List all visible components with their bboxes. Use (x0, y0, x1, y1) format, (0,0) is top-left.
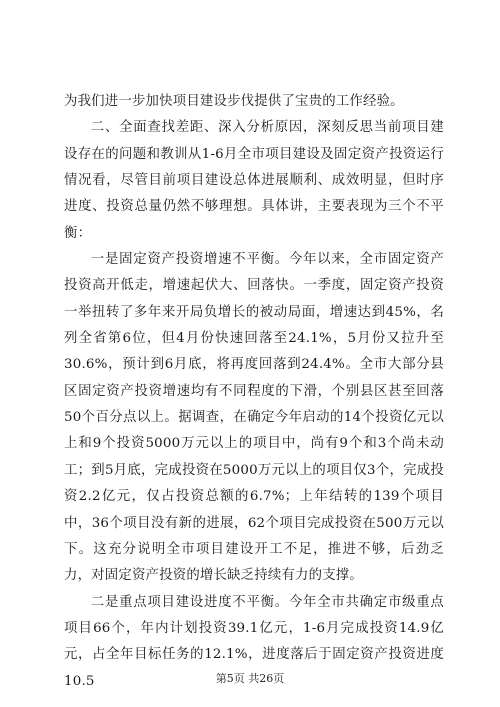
page-number-footer: 第5页 共26页 (215, 672, 285, 685)
paragraph-investment-growth: 一是固定资产投资增速不平衡。今年以来，全市固定资产投资高开低走，增速起伏大、回落快。一季度，固定资产投资一举扭转了多年来开局负增长的被动局面，增速达到45%，名列全省第6位，但4月份快速回落至24.1%，5月份又拉升至30.6%，预计到6月底，将再度回落到24.4%。全市大部分县区固定资产投资增速均有不同程度的下滑，个别县区甚至回落50个百分点以上。据调查，在确定今年启动的14个投资亿元以上和9个投资5000万元以上的项目中，尚有9个和3个尚未动工；到5月底，完成投资在5000万元以上的项目仅3个，完成投资2.2亿元，仅占投资总额的6.7%；上年结转的139个项目中，36个项目没有新的进展，62个项目完成投资在500万元以下。这充分说明全市项目建设开工不足，推进不够，后劲乏力，对固定资产投资的增长缺乏持续有力的支撑。 (64, 252, 444, 584)
document-body (64, 89, 444, 695)
paragraph-section-two: 二、全面查找差距、深入分析原因，深刻反思当前项目建设存在的问题和教训从1-6月全市项目建设及固定资产投资运行情况看，尽管目前项目建设总体进展顺利、成效明显，但时序进度、投资总量仍然不够理想。具体讲，主要表现为三个不平衡： (64, 120, 444, 241)
paragraph-key-projects: 二是重点项目建设进度不平衡。今年全市共确定市级重点项目66个，年内计划投资39.1亿元，1-6月完成投资14.9亿元，占全年目标任务的12.1%，进度落后于固定资产投资进度10.5 (64, 594, 444, 689)
paragraph-continuation: 为我们进一步加快项目建设步伐提供了宝贵的工作经验。 (64, 94, 404, 109)
